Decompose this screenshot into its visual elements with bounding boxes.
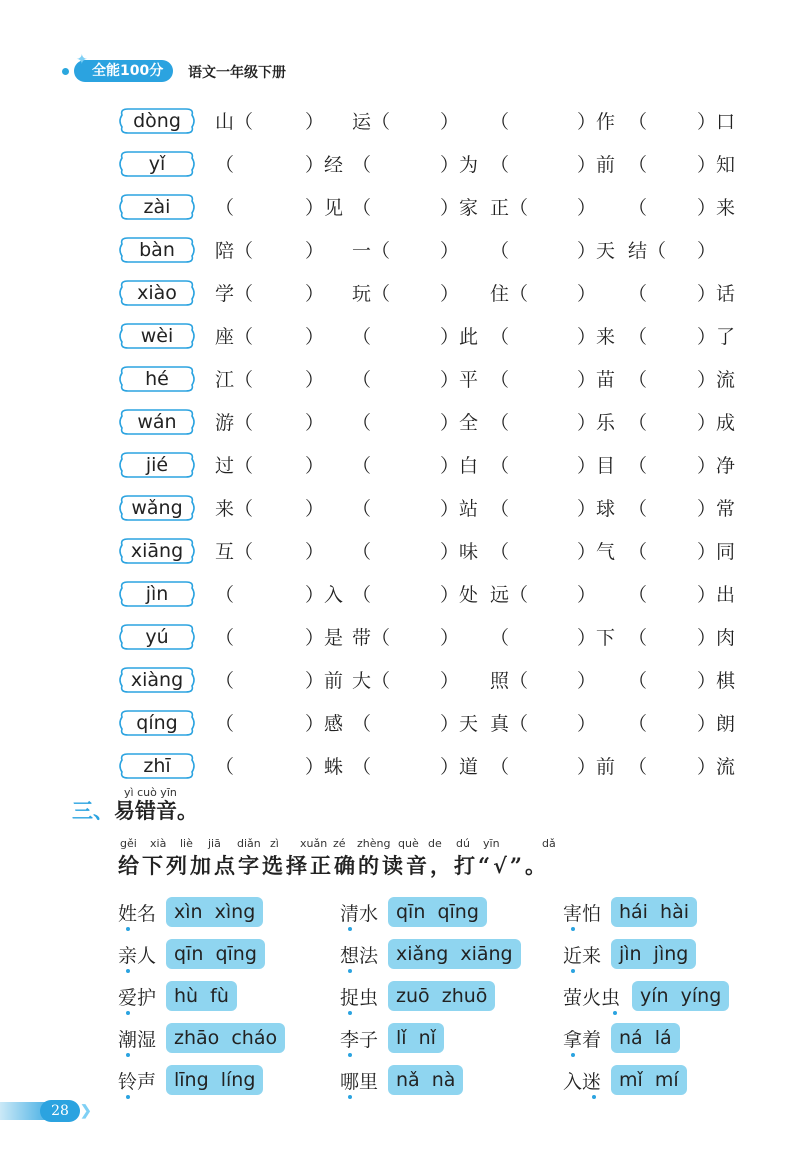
title-pinyin: yì cuò yīn <box>124 786 177 799</box>
blank-close: ） <box>305 283 325 305</box>
blank-close: ） <box>305 541 325 563</box>
blank-close: ）全 <box>440 412 479 434</box>
pinyin-label: qíng <box>136 712 178 734</box>
blank-close: ）话 <box>697 283 736 305</box>
blank-open: （ <box>628 154 648 176</box>
pinyin-cloud <box>118 665 196 695</box>
pinyin-label: yú <box>145 626 169 648</box>
pinyin-label: wǎng <box>131 497 183 519</box>
blank-open: （ <box>490 240 510 262</box>
target-word: 李子 <box>340 1029 379 1051</box>
blank-open: 过（ <box>215 455 254 477</box>
instruction-pinyin-syllable: zì <box>270 837 279 850</box>
section-heading: 易错音 <box>114 798 177 823</box>
instruction-pinyin-syllable: zhèng <box>357 837 391 850</box>
blank-open: 住（ <box>490 283 529 305</box>
blank-close: ）知 <box>697 154 736 176</box>
target-word: 入迷 <box>563 1071 602 1093</box>
reading-options[interactable]: qīn qīng <box>166 939 265 969</box>
pinyin-label: jìn <box>145 583 169 605</box>
reading-options[interactable]: zhāo cháo <box>166 1023 285 1053</box>
blank-close: ）口 <box>697 111 736 133</box>
blank-open: 结（ <box>628 240 667 262</box>
blank-open: 学（ <box>215 283 254 305</box>
pinyin-cloud <box>118 278 196 308</box>
blank-open: 运（ <box>352 111 391 133</box>
pinyin-cloud <box>118 321 196 351</box>
blank-open: （ <box>490 326 510 348</box>
blank-close: ） <box>440 627 460 649</box>
blank-close: ）肉 <box>697 627 736 649</box>
blank-close: ） <box>440 240 460 262</box>
instruction-pinyin-syllable: què <box>398 837 419 850</box>
pinyin-row <box>0 147 800 183</box>
reading-options[interactable]: hù fù <box>166 981 237 1011</box>
blank-open: 玩（ <box>352 283 391 305</box>
blank-close: ）感 <box>305 713 344 735</box>
target-word: 爱护 <box>118 987 157 1009</box>
emphasis-dot <box>126 1095 130 1099</box>
blank-close: ）是 <box>305 627 344 649</box>
pinyin-cloud <box>118 579 196 609</box>
instruction-pinyin-syllable: xuǎn <box>300 837 328 850</box>
blank-open: （ <box>352 412 372 434</box>
blank-open: （ <box>352 584 372 606</box>
pinyin-cloud <box>118 536 196 566</box>
blank-close: ）天 <box>577 240 616 262</box>
blank-open: （ <box>215 756 235 778</box>
pinyin-row <box>0 534 800 570</box>
book-title: 语文一年级下册 <box>188 65 286 81</box>
blank-close: ）为 <box>440 154 479 176</box>
target-word: 萤火虫 <box>563 987 621 1009</box>
page-arrow-icon: ❯ <box>80 1103 92 1119</box>
blank-open: （ <box>490 455 510 477</box>
blank-open: （ <box>628 197 648 219</box>
emphasis-dot <box>348 1053 352 1057</box>
blank-close: ） <box>305 326 325 348</box>
star-icon: ✦ <box>76 52 88 68</box>
blank-close: ）平 <box>440 369 479 391</box>
blank-close: ）苗 <box>577 369 616 391</box>
blank-close: ） <box>305 111 325 133</box>
blank-open: 真（ <box>490 713 529 735</box>
pinyin-label: wán <box>137 411 177 433</box>
pinyin-cloud <box>118 149 196 179</box>
header-dot <box>62 68 69 75</box>
blank-close: ）前 <box>577 756 616 778</box>
blank-close: ）天 <box>440 713 479 735</box>
pinyin-row <box>0 448 800 484</box>
page-number: 28 <box>40 1100 80 1122</box>
blank-open: （ <box>628 670 648 692</box>
blank-open: （ <box>628 283 648 305</box>
emphasis-dot <box>571 1053 575 1057</box>
blank-open: （ <box>628 412 648 434</box>
pinyin-row <box>0 577 800 613</box>
instruction-pinyin-syllable: diǎn <box>237 837 261 850</box>
instruction-pinyin-syllable: dú <box>456 837 470 850</box>
blank-close: ） <box>305 369 325 391</box>
blank-close: ）见 <box>305 197 344 219</box>
blank-close: ） <box>697 240 717 262</box>
blank-close: ）出 <box>697 584 736 606</box>
pinyin-cloud <box>118 450 196 480</box>
blank-close: ） <box>305 455 325 477</box>
blank-open: （ <box>215 154 235 176</box>
blank-close: ）了 <box>697 326 736 348</box>
reading-options[interactable]: līng líng <box>166 1065 263 1095</box>
blank-open: （ <box>215 670 235 692</box>
pinyin-row <box>0 706 800 742</box>
instruction-pinyin-syllable: dǎ <box>542 837 556 850</box>
pinyin-row <box>0 405 800 441</box>
blank-open: 带（ <box>352 627 391 649</box>
instruction-pinyin-syllable: liè <box>180 837 193 850</box>
emphasis-dot <box>348 1095 352 1099</box>
blank-close: ）味 <box>440 541 479 563</box>
blank-open: （ <box>490 541 510 563</box>
blank-close: ） <box>440 283 460 305</box>
blank-close: ）经 <box>305 154 344 176</box>
pinyin-label: bàn <box>139 239 175 261</box>
blank-close: ）前 <box>577 154 616 176</box>
blank-close: ） <box>577 283 597 305</box>
section-number: 三、 <box>72 798 114 823</box>
blank-open: 山（ <box>215 111 254 133</box>
blank-close: ）道 <box>440 756 479 778</box>
pinyin-cloud <box>118 106 196 136</box>
blank-close: ）棋 <box>697 670 736 692</box>
blank-close: ）同 <box>697 541 736 563</box>
section-title <box>72 795 198 825</box>
reading-options[interactable]: hái hài <box>611 897 697 927</box>
pinyin-label: jié <box>145 454 169 476</box>
blank-close: ） <box>577 197 597 219</box>
blank-open: 大（ <box>352 670 391 692</box>
pinyin-row <box>0 362 800 398</box>
pinyin-cloud <box>118 493 196 523</box>
pinyin-label: hé <box>145 368 169 390</box>
blank-open: （ <box>628 369 648 391</box>
blank-open: 照（ <box>490 670 529 692</box>
reading-options[interactable]: nǎ nà <box>388 1065 463 1095</box>
blank-open: （ <box>352 154 372 176</box>
blank-open: （ <box>628 326 648 348</box>
pinyin-row <box>0 749 800 785</box>
blank-open: （ <box>352 197 372 219</box>
blank-open: （ <box>215 713 235 735</box>
blank-open: （ <box>628 756 648 778</box>
blank-open: （ <box>352 326 372 348</box>
blank-open: （ <box>215 627 235 649</box>
blank-close: ）作 <box>577 111 616 133</box>
pinyin-label: xiāng <box>130 540 184 562</box>
blank-close: ） <box>577 713 597 735</box>
reading-options[interactable]: zuō zhuō <box>388 981 495 1011</box>
blank-open: （ <box>352 498 372 520</box>
instruction-text: 给下列加点字选择正确的读音，打“√”。 <box>118 853 549 878</box>
reading-options[interactable]: yín yíng <box>632 981 729 1011</box>
blank-close: ）白 <box>440 455 479 477</box>
emphasis-dot <box>348 969 352 973</box>
blank-open: 江（ <box>215 369 254 391</box>
blank-close: ）流 <box>697 369 736 391</box>
blank-close: ）此 <box>440 326 479 348</box>
emphasis-dot <box>126 927 130 931</box>
emphasis-dot <box>348 1011 352 1015</box>
blank-close: ） <box>440 111 460 133</box>
emphasis-dot <box>348 927 352 931</box>
pinyin-row <box>0 663 800 699</box>
blank-open: （ <box>628 713 648 735</box>
pinyin-cloud <box>118 751 196 781</box>
blank-close: ）球 <box>577 498 616 520</box>
series-badge: 全能100分 <box>74 60 173 82</box>
blank-close: ）流 <box>697 756 736 778</box>
blank-close: ）前 <box>305 670 344 692</box>
blank-close: ） <box>577 584 597 606</box>
section-heading-period: 。 <box>177 798 198 823</box>
pinyin-label: zhī <box>143 755 171 777</box>
target-word: 想法 <box>340 945 379 967</box>
blank-close: ） <box>577 670 597 692</box>
blank-open: 陪（ <box>215 240 254 262</box>
blank-open: 一（ <box>352 240 391 262</box>
pinyin-label: wèi <box>140 325 174 347</box>
blank-open: （ <box>490 154 510 176</box>
instruction-pinyin-syllable: zé <box>333 837 346 850</box>
pinyin-cloud <box>118 235 196 265</box>
blank-close: ）朗 <box>697 713 736 735</box>
blank-open: 互（ <box>215 541 254 563</box>
blank-open: （ <box>628 498 648 520</box>
blank-open: （ <box>352 455 372 477</box>
blank-close: ）家 <box>440 197 479 219</box>
blank-close: ）入 <box>305 584 344 606</box>
instruction-pinyin-syllable: jiā <box>208 837 221 850</box>
pinyin-label: xiào <box>137 282 177 304</box>
blank-open: （ <box>490 756 510 778</box>
reading-options[interactable]: jìn jìng <box>611 939 696 969</box>
target-word: 姓名 <box>118 903 157 925</box>
pinyin-cloud <box>118 622 196 652</box>
instruction-pinyin-syllable: yīn <box>483 837 500 850</box>
reading-options[interactable]: ná lá <box>611 1023 680 1053</box>
blank-close: ）来 <box>577 326 616 348</box>
pinyin-cloud <box>118 192 196 222</box>
blank-open: （ <box>490 498 510 520</box>
pinyin-label: dòng <box>133 110 181 132</box>
blank-open: （ <box>628 455 648 477</box>
target-word: 潮湿 <box>118 1029 157 1051</box>
blank-close: ）成 <box>697 412 736 434</box>
blank-open: 游（ <box>215 412 254 434</box>
pinyin-row <box>0 190 800 226</box>
reading-options[interactable]: qīn qīng <box>388 897 487 927</box>
blank-close: ）气 <box>577 541 616 563</box>
blank-open: （ <box>490 369 510 391</box>
blank-open: （ <box>628 541 648 563</box>
emphasis-dot <box>571 969 575 973</box>
reading-options[interactable]: xiǎng xiāng <box>388 939 521 969</box>
target-word: 铃声 <box>118 1071 157 1093</box>
reading-options[interactable]: xìn xìng <box>166 897 263 927</box>
blank-open: （ <box>490 111 510 133</box>
blank-open: 正（ <box>490 197 529 219</box>
blank-close: ） <box>305 240 325 262</box>
blank-open: 远（ <box>490 584 529 606</box>
pinyin-row <box>0 491 800 527</box>
blank-close: ）乐 <box>577 412 616 434</box>
blank-close: ）站 <box>440 498 479 520</box>
blank-open: （ <box>490 412 510 434</box>
blank-open: （ <box>215 197 235 219</box>
pinyin-label: xiàng <box>130 669 184 691</box>
blank-open: （ <box>628 584 648 606</box>
emphasis-dot <box>126 1053 130 1057</box>
blank-close: ） <box>305 412 325 434</box>
reading-options[interactable]: lǐ nǐ <box>388 1023 444 1053</box>
instruction-pinyin-syllable: de <box>428 837 442 850</box>
emphasis-dot <box>126 969 130 973</box>
blank-open: （ <box>628 627 648 649</box>
blank-open: （ <box>215 584 235 606</box>
target-word: 亲人 <box>118 945 157 967</box>
blank-open: （ <box>352 756 372 778</box>
pinyin-label: zài <box>143 196 171 218</box>
blank-open: （ <box>628 111 648 133</box>
blank-open: （ <box>490 627 510 649</box>
target-word: 哪里 <box>340 1071 379 1093</box>
blank-close: ）下 <box>577 627 616 649</box>
emphasis-dot <box>126 1011 130 1015</box>
reading-options[interactable]: mǐ mí <box>611 1065 687 1095</box>
blank-close: ）净 <box>697 455 736 477</box>
pinyin-cloud <box>118 407 196 437</box>
pinyin-label: yǐ <box>148 153 166 175</box>
blank-close: ）处 <box>440 584 479 606</box>
blank-open: 来（ <box>215 498 254 520</box>
blank-open: （ <box>352 541 372 563</box>
emphasis-dot <box>571 927 575 931</box>
target-word: 捉虫 <box>340 987 379 1009</box>
target-word: 近来 <box>563 945 602 967</box>
pinyin-row <box>0 319 800 355</box>
target-word: 清水 <box>340 903 379 925</box>
blank-close: ）常 <box>697 498 736 520</box>
blank-open: 座（ <box>215 326 254 348</box>
blank-close: ） <box>305 498 325 520</box>
blank-close: ）目 <box>577 455 616 477</box>
instruction-pinyin-syllable: gěi <box>120 837 137 850</box>
pinyin-row <box>0 233 800 269</box>
blank-open: （ <box>352 369 372 391</box>
instruction-pinyin-syllable: xià <box>150 837 167 850</box>
blank-open: （ <box>352 713 372 735</box>
pinyin-row <box>0 276 800 312</box>
blank-close: ） <box>440 670 460 692</box>
target-word: 害怕 <box>563 903 602 925</box>
emphasis-dot <box>613 1011 617 1015</box>
blank-close: ）蛛 <box>305 756 344 778</box>
emphasis-dot <box>592 1095 596 1099</box>
pinyin-cloud <box>118 364 196 394</box>
target-word: 拿着 <box>563 1029 602 1051</box>
pinyin-row <box>0 620 800 656</box>
pinyin-cloud <box>118 708 196 738</box>
blank-close: ）来 <box>697 197 736 219</box>
pinyin-row <box>0 104 800 140</box>
